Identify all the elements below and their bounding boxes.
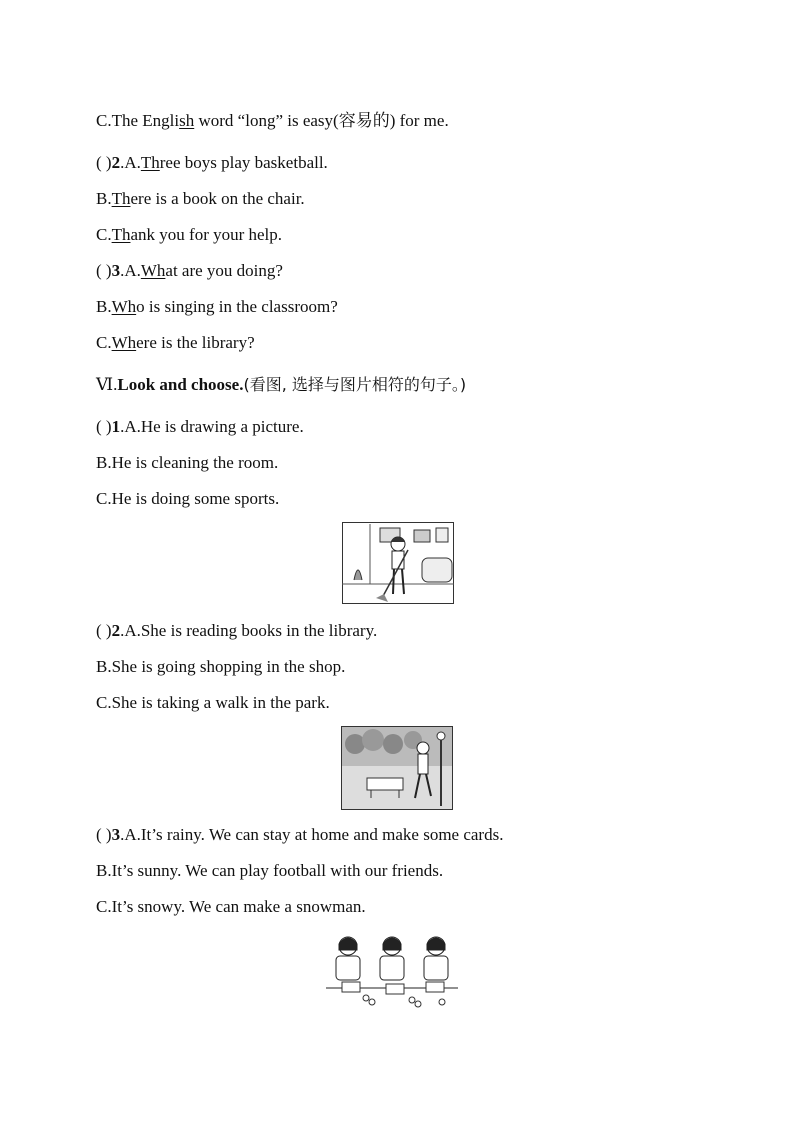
option-text: ere is a book on the chair. — [130, 189, 305, 208]
option-text: at are you doing? — [165, 261, 283, 280]
underlined-letters: Wh — [111, 333, 137, 352]
section-instruction: (看图, 选择与图片相符的句子。) — [243, 375, 467, 394]
section-heading — [96, 374, 466, 396]
look-q3-option-b — [96, 860, 443, 882]
answer-bracket[interactable]: ( ) — [96, 621, 112, 640]
underlined-letters: Wh — [140, 261, 166, 280]
q3-option-a: ( )3.A.What are you doing? — [96, 261, 283, 280]
question-number: 1 — [111, 417, 121, 436]
underlined-letters: Th — [111, 225, 131, 244]
underlined-letters: sh — [179, 111, 195, 130]
option-label: A. — [124, 261, 141, 280]
option-text: A.It’s rainy. We can stay at home and make some cards. — [124, 825, 504, 844]
option-text: B.He is cleaning the room. — [96, 453, 279, 472]
look-q3-option-c — [96, 896, 366, 918]
answer-bracket[interactable]: ( ) — [96, 153, 112, 172]
underlined-letters: Th — [111, 189, 131, 208]
park-walk-picture — [341, 726, 453, 810]
look-q1-option-b — [96, 452, 278, 474]
underlined-letters: Th — [140, 153, 160, 172]
look-q2-option-b — [96, 656, 345, 678]
answer-bracket[interactable]: ( ) — [96, 825, 112, 844]
q1-option-c — [96, 110, 449, 132]
question-number: 3 — [111, 825, 121, 844]
look-q1-option-c — [96, 488, 279, 510]
boy-sweeping-picture — [342, 522, 454, 604]
look-q1-option-a: ( )1.A.He is drawing a picture. — [96, 417, 304, 436]
option-label: C. — [96, 333, 112, 352]
option-label: B. — [96, 297, 112, 316]
look-q2-option-c — [96, 692, 330, 714]
look-q2-option-a: ( )2.A.She is reading books in the library. — [96, 621, 378, 640]
answer-bracket[interactable]: ( ) — [96, 261, 112, 280]
question-number: 3 — [111, 261, 121, 280]
option-text: B.She is going shopping in the shop. — [96, 657, 346, 676]
option-text: word “long” is easy(容易的) for me. — [194, 111, 449, 130]
option-text: C.He is doing some sports. — [96, 489, 280, 508]
q3-option-b — [96, 296, 338, 318]
option-text: B.It’s sunny. We can play football with our friends. — [96, 861, 444, 880]
option-text: C.She is taking a walk in the park. — [96, 693, 330, 712]
underlined-letters: Wh — [111, 297, 137, 316]
option-label: A. — [124, 153, 141, 172]
question-number: 2 — [111, 153, 121, 172]
option-text: ere is the library? — [136, 333, 255, 352]
option-text: A.She is reading books in the library. — [124, 621, 378, 640]
q2-option-a: ( )2.A.Three boys play basketball. — [96, 153, 328, 172]
section-title: Look and choose. — [117, 375, 244, 394]
option-text: A.He is drawing a picture. — [124, 417, 304, 436]
children-making-cards-picture — [322, 932, 462, 1014]
option-text: ank you for your help. — [130, 225, 283, 244]
option-text: C.The Engli — [96, 111, 180, 130]
q2-option-c — [96, 224, 282, 246]
section-number: Ⅵ. — [96, 375, 118, 394]
answer-bracket[interactable]: ( ) — [96, 417, 112, 436]
option-text: o is singing in the classroom? — [136, 297, 338, 316]
option-label: B. — [96, 189, 112, 208]
q3-option-c — [96, 332, 255, 354]
q2-option-b — [96, 188, 305, 210]
option-label: C. — [96, 225, 112, 244]
option-text: ree boys play basketball. — [159, 153, 328, 172]
look-q3-option-a: ( )3.A.It’s rainy. We can stay at home and make some cards. — [96, 825, 504, 844]
option-text: C.It’s snowy. We can make a snowman. — [96, 897, 366, 916]
question-number: 2 — [111, 621, 121, 640]
